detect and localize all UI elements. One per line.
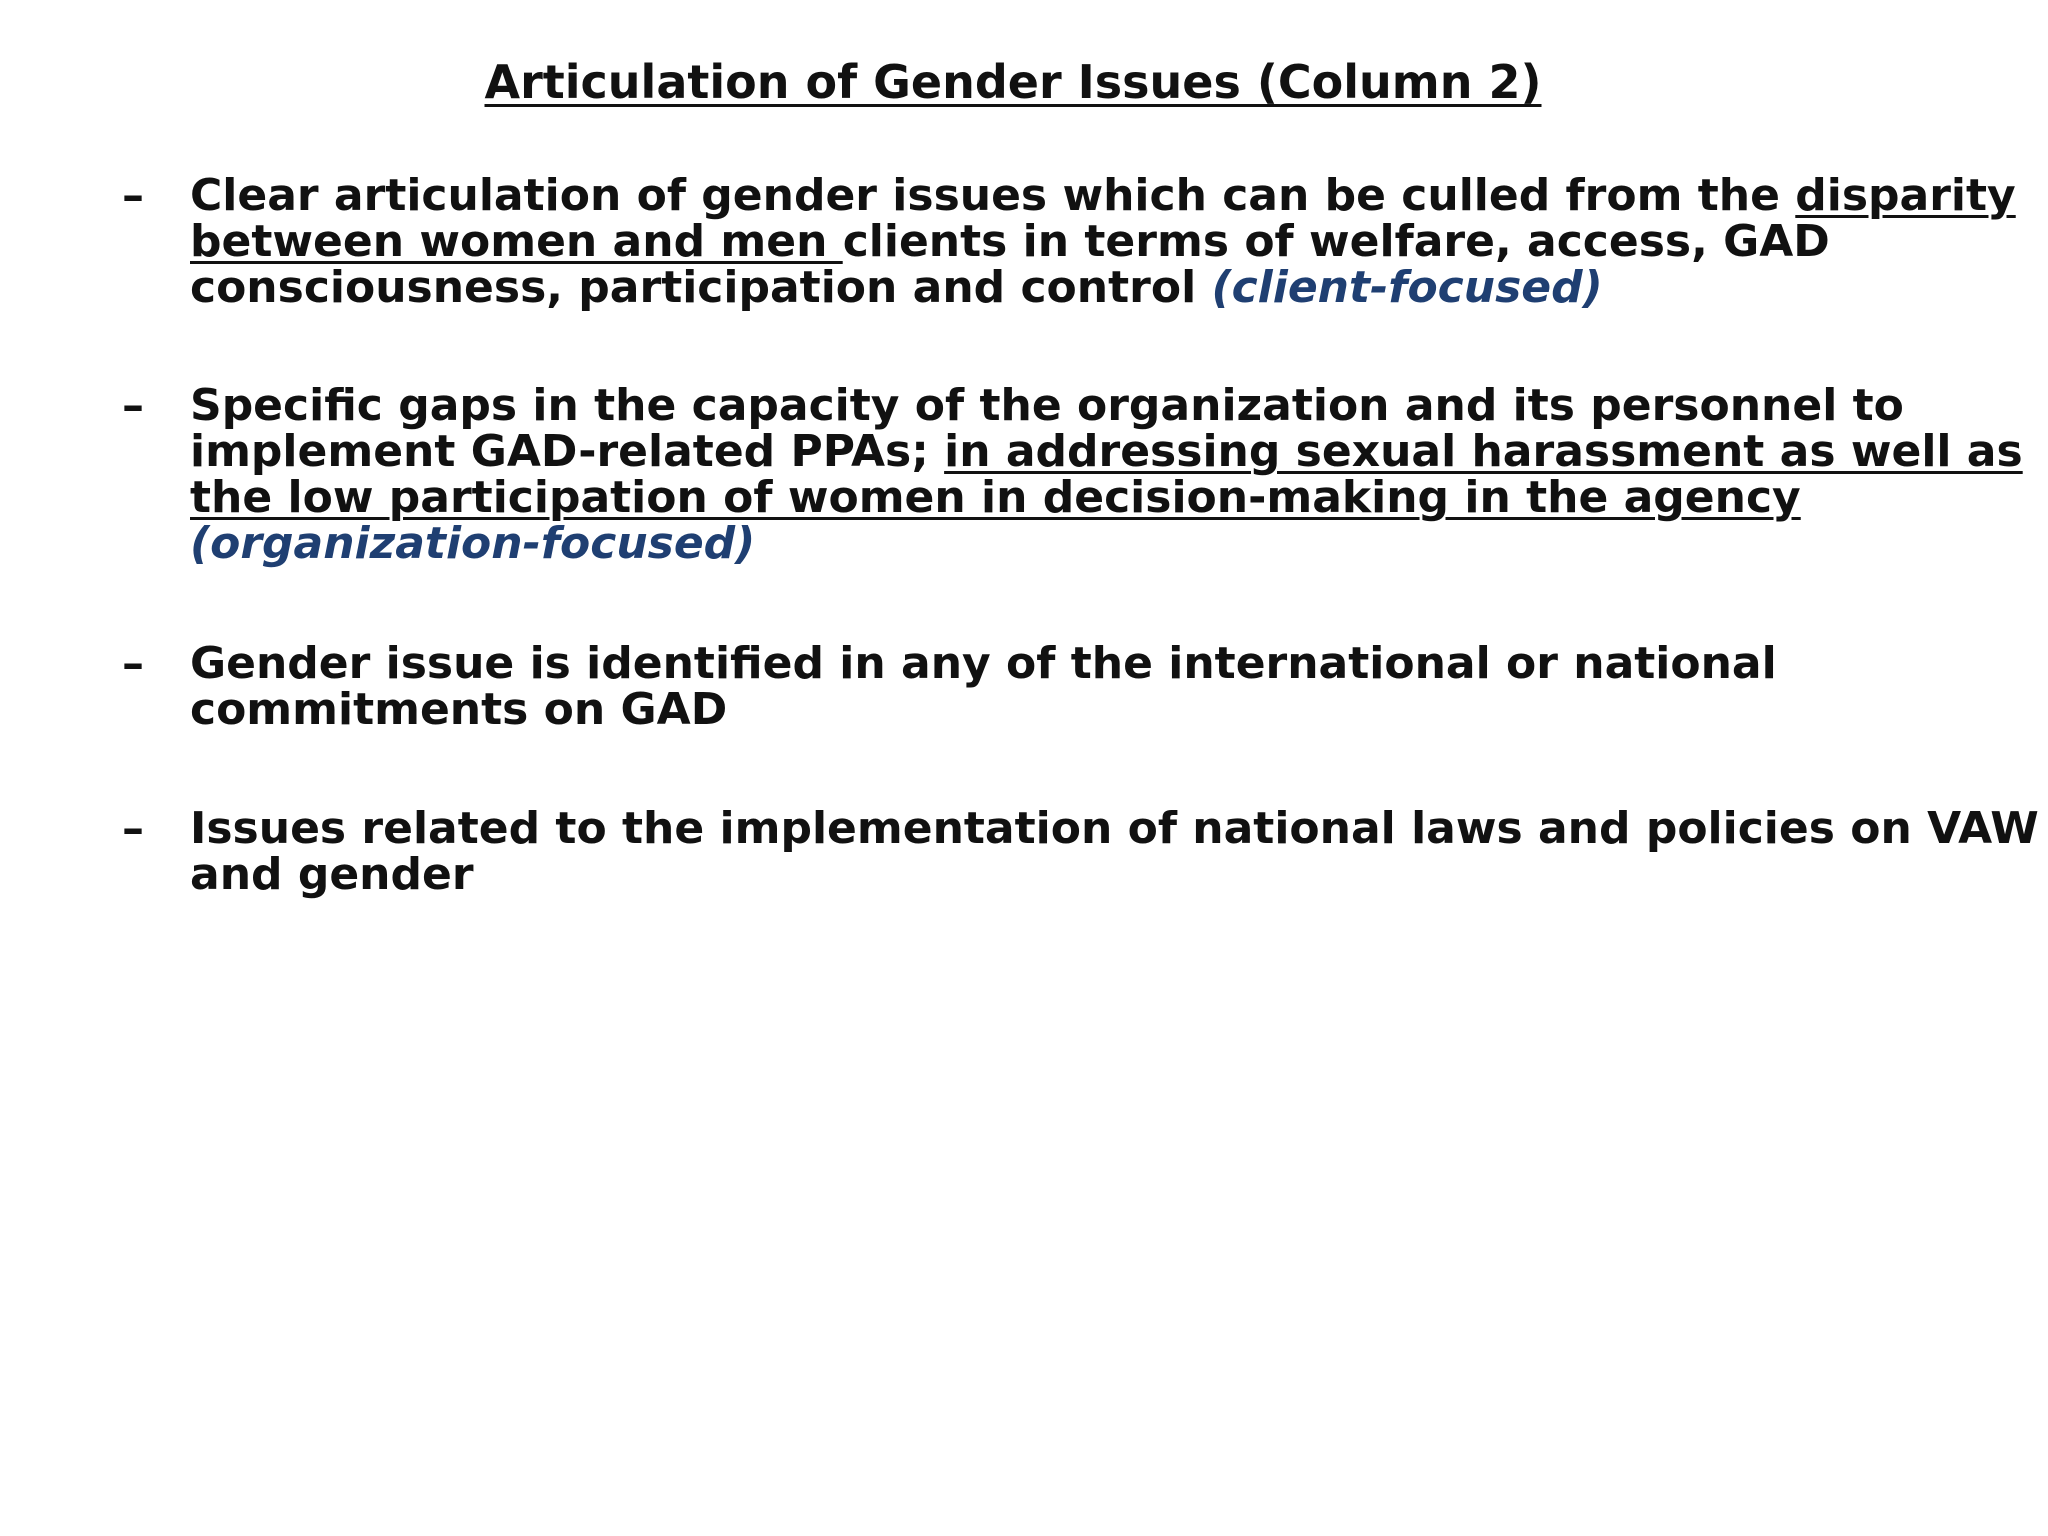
bullet-text: [190, 170, 2048, 313]
bullet-text: Gender issue is identified in any of the international or national commitments on GAD: [190, 638, 1777, 735]
bullet-text-part: Specific gaps in the capacity of the organization and its personnel to implement GAD-related PPAs;: [190, 380, 1904, 477]
bullet-underlined-text: in addressing sexual harassment as well as the low participation of women in decision-making in the agency: [190, 426, 2023, 523]
focus-label: (organization-focused): [190, 518, 756, 569]
slide-title-text: Articulation of Gender Issues (Column 2): [484, 55, 1542, 109]
slide-title: [0, 52, 2026, 112]
bullet-dash: –: [122, 803, 144, 854]
bullet-text: [190, 380, 2048, 569]
bullet-text: Issues related to the implementation of national laws and policies on VAW and gender: [190, 803, 2039, 900]
bullet-text-part: clients in terms of welfare, access, GAD consciousness, participation and control: [190, 216, 1830, 313]
bullet-dash: –: [122, 170, 144, 221]
focus-label: (client-focused): [1211, 262, 1603, 313]
bullet-dash: –: [122, 380, 144, 431]
bullet-underlined-text: disparity between women and men: [190, 170, 2016, 267]
bullet-dash: –: [122, 638, 144, 689]
bullet-text-part: Clear articulation of gender issues which can be culled from the: [190, 170, 1796, 221]
